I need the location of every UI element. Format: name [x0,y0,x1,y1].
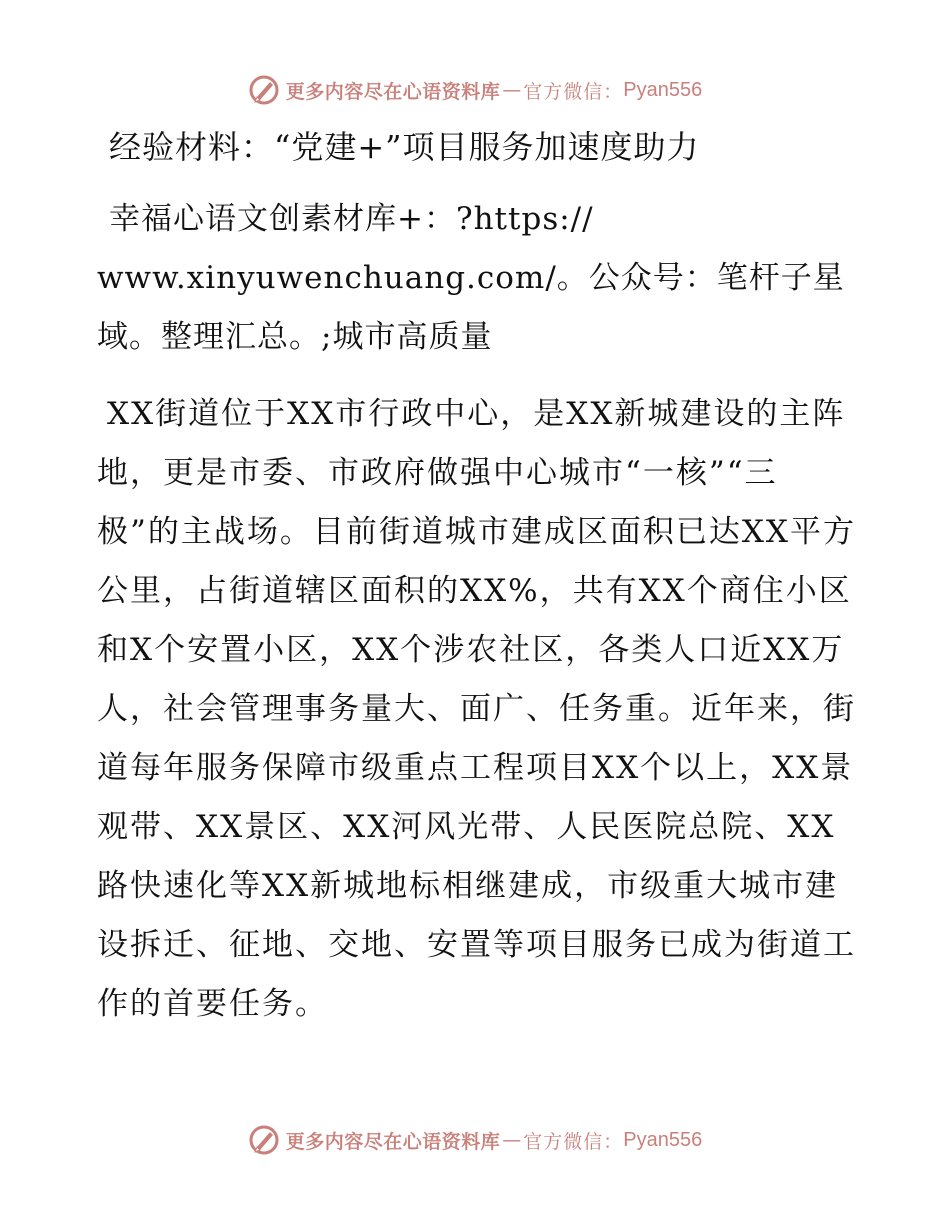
watermark-separator: — [502,79,522,101]
pen-logo-icon [248,74,280,106]
watermark-wechat-id: Pyan556 [623,78,703,101]
source-line: www.xinyuwenchuang.com/。公众号：笔杆子星 [97,260,845,296]
body-paragraph: XX街道位于XX市行政中心，是XX新城建设的主阵地，更是市委、市政府做强中心城市“一核”“三极”的主战场。目前街道城市建成区面积已达XX平方公里，占街道辖区面积的XX%，共有XX个商住小区和X个安置小区，XX个涉农社区，各类人口近XX万人，社会管理事务量大、面广、任务重。近年来，街道每年服务保障市级重点工程项目XX个以上，XX景观带、XX景区、XX河风光带、人民医院总院、XX路快速化等XX新城地标相继建成，市级重大城市建设拆迁、征地、交地、安置等项目服务已成为街道工作的首要任务。 [97,396,856,1022]
watermark-text: 更多内容尽在心语资料库 [285,80,501,103]
watermark-separator: — [502,1129,522,1151]
source-paragraph [97,190,857,367]
source-line: 幸福心语文创素材库+：?https:// [109,201,594,237]
header-watermark [0,74,950,106]
watermark-wechat-id: Pyan556 [623,1128,703,1151]
watermark-text: 更多内容尽在心语资料库 [285,1130,501,1153]
footer-watermark [0,1124,950,1156]
document-body [97,118,857,1034]
watermark-wechat-label: 官方微信： [523,80,624,103]
document-title: 经验材料：“党建+”项目服务加速度助力 [109,128,700,166]
pen-logo-icon [248,1124,280,1156]
watermark-wechat-label: 官方微信： [523,1130,624,1153]
source-line: 域。整理汇总。;城市高质量 [97,319,493,355]
